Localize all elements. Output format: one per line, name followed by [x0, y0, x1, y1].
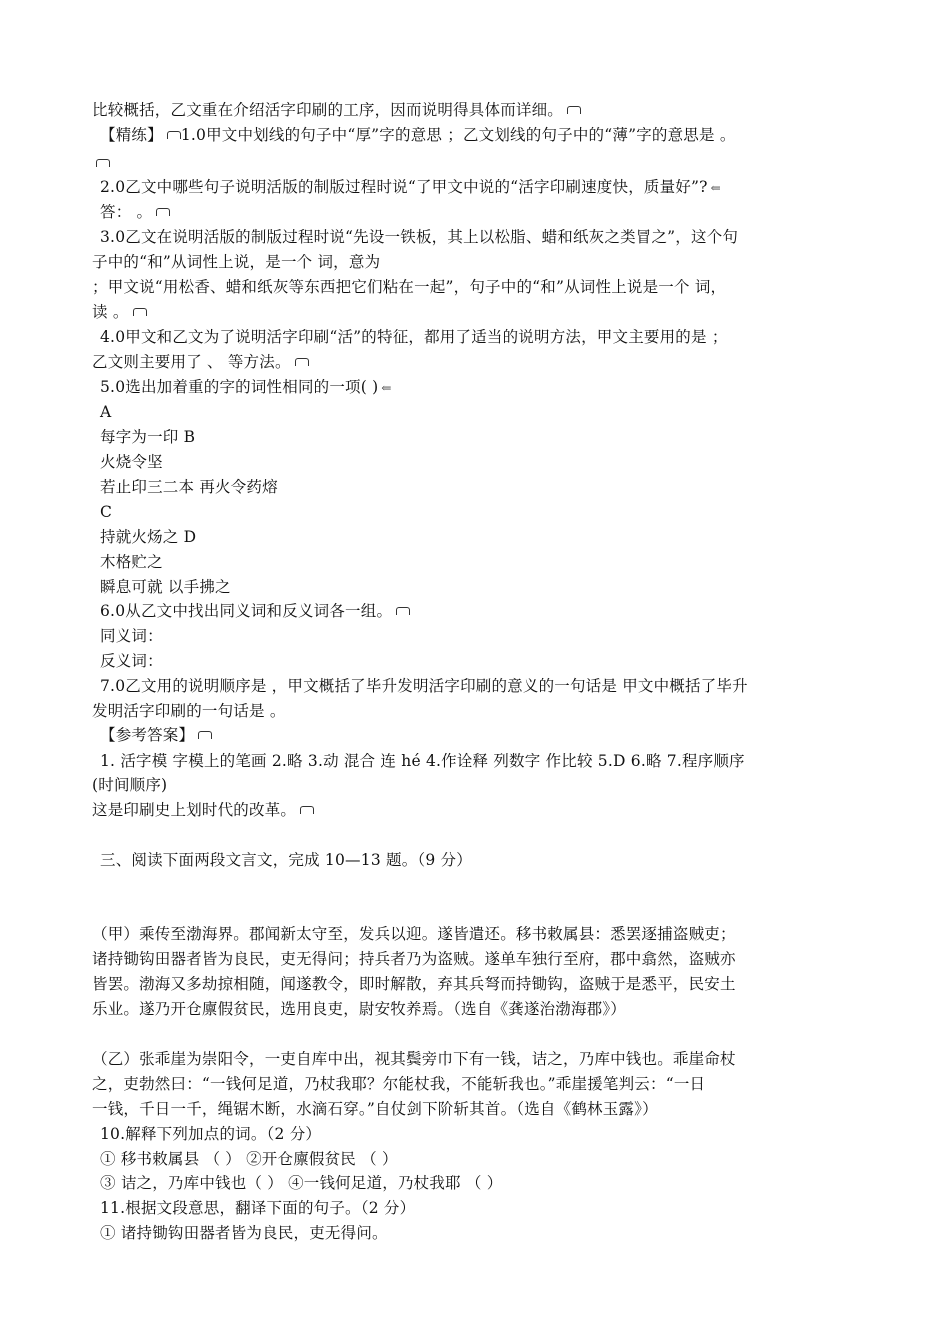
text-line: (时间顺序)	[92, 776, 168, 794]
text-line: 答： 。	[100, 201, 170, 223]
text-line: 每字为一印 B	[100, 428, 196, 446]
text-line: 子中的“和”从词性上说，是一个 词，意为	[92, 253, 381, 271]
return-arrow-icon: ⇐	[381, 381, 392, 395]
return-mark-icon	[396, 607, 410, 615]
text-line: 皆罢。渤海又多劫掠相随，闻遂教令，即时解散，弃其兵弩而持锄钩，盗贼于是悉平，民安土	[92, 975, 736, 993]
text-line: 乙文则主要用了 、 等方法。	[92, 351, 309, 373]
text-line: 同义词：	[100, 627, 163, 645]
text-line: 5.0选出加着重的字的词性相同的一项( ) ⇐	[100, 378, 392, 396]
return-mark-icon	[167, 131, 181, 139]
section-heading: 三、阅读下面两段文言文，完成 10—13 题。（9 分）	[100, 851, 472, 869]
question-line: ① 移书敕属县 （ ） ②开仓廪假贫民 （ ）	[100, 1150, 398, 1168]
text-line: 之，吏勃然曰：“一钱何足道，乃杖我耶？尔能杖我，不能斩我也。”乖崖援笔判云：“一日	[92, 1075, 706, 1093]
text-line: 这是印刷史上划时代的改革。	[92, 799, 314, 821]
text-line: 2.0乙文中哪些句子说明活版的制版过程时说“了甲文中说的“活字印刷速度快，质量好”? ⇐	[100, 178, 721, 196]
text-line	[92, 152, 110, 174]
text-line: 反义词：	[100, 652, 163, 670]
return-mark-icon	[295, 358, 309, 366]
text-line: 一钱，千日一千，绳锯木断，水滴石穿。”自仗剑下阶斩其首。（选自《鹤林玉露》）	[92, 1100, 658, 1118]
text-line: 1. 活字模 字模上的笔画 2.略 3.动 混合 连 hé 4.作诠释 列数字 作比较 5.D 6.略 7.程序顺序	[100, 752, 745, 770]
text-line: （甲）乘传至渤海界。郡闻新太守至，发兵以迎。遂皆遣还。移书敕属县：悉罢逐捕盗贼吏；	[92, 925, 736, 943]
text-line: 乐业。遂乃开仓廪假贫民，选用良吏，尉安牧养焉。（选自《龚遂治渤海郡》）	[92, 1000, 627, 1018]
return-mark-icon	[156, 208, 170, 216]
text-line: 持就火炀之 D	[100, 528, 197, 546]
return-mark-icon	[300, 806, 314, 814]
question-line: ① 诸持锄钩田器者皆为良民，吏无得问。	[100, 1224, 388, 1242]
text-line: 瞬息可就 以手拂之	[100, 578, 231, 596]
text-line: 6.0从乙文中找出同义词和反义词各一组。	[100, 600, 410, 622]
text-line: 若止印三二本 再火令药熔	[100, 478, 278, 496]
text-line: ；甲文说“用松香、蜡和纸灰等东西把它们粘在一起”，句子中的“和”从词性上说是一个 词，	[92, 278, 727, 296]
question-line: 10.解释下列加点的词。（2 分）	[100, 1125, 322, 1143]
text-line: 发明活字印刷的一句话是 。	[92, 702, 286, 720]
text-line: 【精练】 1.0甲文中划线的句子中“厚”字的意思 ；乙文划线的句子中的“薄”字的意思是 。	[100, 126, 736, 144]
text-line: 3.0乙文在说明活版的制版过程时说“先设一铁板，其上以松脂、蜡和纸灰之类冒之”，这个句	[100, 228, 739, 246]
text-line: 火烧令坚	[100, 453, 163, 471]
text-line: 7.0乙文用的说明顺序是 ，甲文概括了毕升发明活字印刷的意义的一句话是 甲文中概括了毕升	[100, 677, 748, 695]
question-line: ③ 诘之，乃库中钱也（ ） ④一钱何足道，乃杖我耶 （ ）	[100, 1174, 503, 1192]
text-line: 比较概括，乙文重在介绍活字印刷的工序，因而说明得具体而详细。	[92, 99, 581, 121]
return-mark-icon	[133, 308, 147, 316]
text-line: A	[100, 403, 112, 421]
question-line: 11.根据文段意思，翻译下面的句子。（2 分）	[100, 1199, 416, 1217]
text-line: 诸持锄钩田器者皆为良民，吏无得问；持兵者乃为盗贼。遂单车独行至府，郡中翕然，盗贼亦	[92, 950, 736, 968]
text-line: C	[100, 503, 113, 521]
text-line: 【参考答案】	[100, 724, 212, 746]
text-line: 4.0甲文和乙文为了说明活字印刷“活”的特征，都用了适当的说明方法，甲文主要用的是 ；	[100, 328, 728, 346]
return-mark-icon	[96, 159, 110, 167]
text-line: （乙）张乖崖为崇阳令，一吏自库中出，视其鬓旁巾下有一钱，诘之，乃库中钱也。乖崖命杖	[92, 1050, 736, 1068]
return-mark-icon	[198, 731, 212, 739]
text-line: 木格贮之	[100, 553, 163, 571]
return-mark-icon	[567, 106, 581, 114]
text-line: 读 。	[92, 301, 147, 323]
return-arrow-icon: ⇐	[710, 181, 721, 195]
